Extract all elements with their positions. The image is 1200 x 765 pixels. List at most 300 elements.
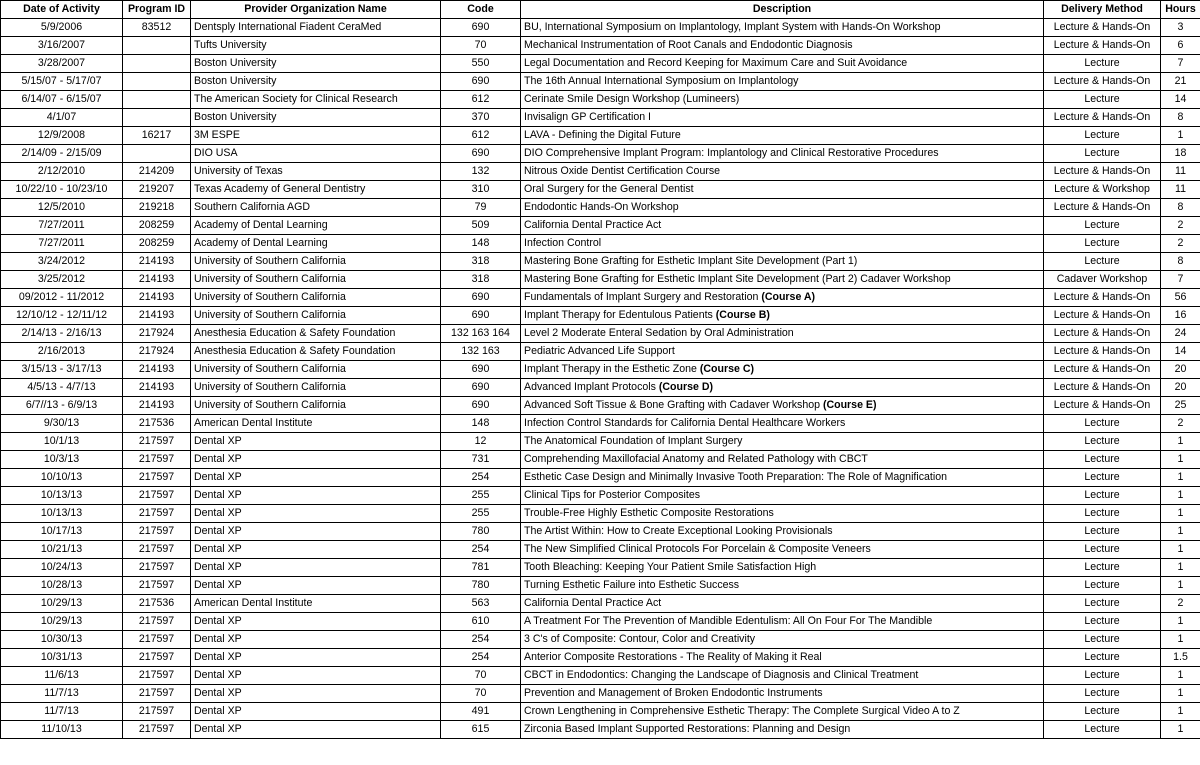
hours-cell: 1 [1161,127,1200,145]
description-cell [521,181,1044,199]
program-id-cell: 217924 [123,343,191,361]
date-cell: 2/14/09 - 2/15/09 [1,145,123,163]
code-cell: 70 [441,37,521,55]
delivery-method-cell: Lecture [1044,541,1161,559]
program-id-cell: 214193 [123,379,191,397]
program-id-cell: 214209 [123,163,191,181]
program-id-cell: 214193 [123,271,191,289]
description-cell [521,145,1044,163]
description-cell [521,289,1044,307]
description-text: Anterior Composite Restorations - The Reality of Making it Real [524,651,822,663]
provider-cell: University of Southern California [191,271,441,289]
delivery-method-cell: Lecture & Hands-On [1044,307,1161,325]
provider-cell: Dental XP [191,559,441,577]
description-text: Tooth Bleaching: Keeping Your Patient Smile Satisfaction High [524,561,817,573]
delivery-method-cell: Lecture [1044,523,1161,541]
provider-cell: Texas Academy of General Dentistry [191,181,441,199]
table-row [1,271,1200,289]
header-row [1,1,1200,19]
hours-cell: 11 [1161,163,1200,181]
program-id-cell [123,109,191,127]
table-row [1,433,1200,451]
program-id-cell: 217597 [123,559,191,577]
delivery-method-cell: Lecture [1044,55,1161,73]
date-cell: 3/25/2012 [1,271,123,289]
table-row [1,541,1200,559]
table-row [1,163,1200,181]
provider-cell: DIO USA [191,145,441,163]
hours-cell: 1 [1161,541,1200,559]
description-text: Advanced Implant Protocols [524,381,659,393]
program-id-cell: 217597 [123,487,191,505]
code-cell: 731 [441,451,521,469]
code-cell: 550 [441,55,521,73]
delivery-method-cell: Lecture & Hands-On [1044,199,1161,217]
provider-cell: Dental XP [191,721,441,739]
description-cell [521,271,1044,289]
code-cell: 318 [441,253,521,271]
code-cell: 254 [441,649,521,667]
date-cell: 3/15/13 - 3/17/13 [1,361,123,379]
hours-cell: 56 [1161,289,1200,307]
table-row [1,523,1200,541]
table-row [1,577,1200,595]
code-cell: 70 [441,685,521,703]
date-cell: 10/29/13 [1,595,123,613]
hours-cell: 1.5 [1161,649,1200,667]
provider-cell: Dental XP [191,703,441,721]
description-text: Mastering Bone Grafting for Esthetic Implant Site Development (Part 1) [524,255,858,267]
description-text: Prevention and Management of Broken Endodontic Instruments [524,687,823,699]
delivery-method-cell: Lecture [1044,127,1161,145]
description-text: Cerinate Smile Design Workshop (Lumineers) [524,93,740,105]
date-cell: 11/7/13 [1,685,123,703]
program-id-cell: 83512 [123,19,191,37]
hours-cell: 1 [1161,505,1200,523]
delivery-method-cell: Lecture [1044,217,1161,235]
hours-cell: 3 [1161,19,1200,37]
date-cell: 2/12/2010 [1,163,123,181]
program-id-cell: 217597 [123,721,191,739]
description-text: Endodontic Hands-On Workshop [524,201,679,213]
provider-cell: University of Southern California [191,307,441,325]
hours-cell: 1 [1161,667,1200,685]
delivery-method-cell: Lecture [1044,559,1161,577]
hours-cell: 1 [1161,685,1200,703]
date-cell: 10/22/10 - 10/23/10 [1,181,123,199]
description-cell [521,433,1044,451]
description-cell [521,325,1044,343]
description-text: Oral Surgery for the General Dentist [524,183,694,195]
hours-cell: 2 [1161,595,1200,613]
date-cell: 3/16/2007 [1,37,123,55]
delivery-method-cell: Lecture [1044,595,1161,613]
hours-cell: 6 [1161,37,1200,55]
hours-cell: 1 [1161,577,1200,595]
table-row [1,253,1200,271]
table-row [1,325,1200,343]
provider-cell: Dental XP [191,433,441,451]
code-cell: 690 [441,289,521,307]
description-cell [521,415,1044,433]
table-row [1,127,1200,145]
program-id-cell [123,55,191,73]
delivery-method-cell: Cadaver Workshop [1044,271,1161,289]
provider-cell: University of Southern California [191,253,441,271]
description-cell [521,91,1044,109]
code-cell: 148 [441,415,521,433]
description-cell [521,667,1044,685]
delivery-method-cell: Lecture [1044,631,1161,649]
description-text: Esthetic Case Design and Minimally Invasive Tooth Preparation: The Role of Magnification [524,471,947,483]
hours-cell: 2 [1161,217,1200,235]
description-cell [521,235,1044,253]
provider-cell: The American Society for Clinical Research [191,91,441,109]
provider-cell: University of Southern California [191,361,441,379]
program-id-cell: 217597 [123,433,191,451]
description-cell [521,577,1044,595]
provider-cell: Dental XP [191,487,441,505]
description-text: The Anatomical Foundation of Implant Surgery [524,435,743,447]
table-row [1,559,1200,577]
delivery-method-cell: Lecture [1044,577,1161,595]
provider-cell: Dental XP [191,613,441,631]
description-text: 3 C's of Composite: Contour, Color and Creativity [524,633,756,645]
program-id-cell: 217597 [123,577,191,595]
delivery-method-cell: Lecture & Hands-On [1044,397,1161,415]
hours-cell: 1 [1161,433,1200,451]
code-cell: 318 [441,271,521,289]
delivery-method-cell: Lecture & Hands-On [1044,343,1161,361]
program-id-cell: 217597 [123,469,191,487]
delivery-method-cell: Lecture & Hands-On [1044,19,1161,37]
hours-cell: 20 [1161,361,1200,379]
program-id-cell: 217536 [123,595,191,613]
description-cell [521,109,1044,127]
date-cell: 7/27/2011 [1,235,123,253]
code-cell: 491 [441,703,521,721]
column-header-provider: Provider Organization Name [191,1,441,19]
table-row [1,217,1200,235]
hours-cell: 1 [1161,523,1200,541]
description-text: Crown Lengthening in Comprehensive Esthetic Therapy: The Complete Surgical Video A to Z [524,705,960,717]
table-row [1,73,1200,91]
provider-cell: Dental XP [191,541,441,559]
provider-cell: 3M ESPE [191,127,441,145]
date-cell: 09/2012 - 11/2012 [1,289,123,307]
date-cell: 10/1/13 [1,433,123,451]
description-cell [521,703,1044,721]
description-cell [521,631,1044,649]
table-row [1,199,1200,217]
date-cell: 11/7/13 [1,703,123,721]
hours-cell: 1 [1161,631,1200,649]
column-header-description: Description [521,1,1044,19]
date-cell: 12/5/2010 [1,199,123,217]
delivery-method-cell: Lecture & Hands-On [1044,379,1161,397]
description-cell [521,721,1044,739]
description-text: Mastering Bone Grafting for Esthetic Implant Site Development (Part 2) Cadaver Workshop [524,273,951,285]
hours-cell: 25 [1161,397,1200,415]
date-cell: 10/13/13 [1,505,123,523]
provider-cell: University of Southern California [191,397,441,415]
code-cell: 690 [441,379,521,397]
provider-cell: Southern California AGD [191,199,441,217]
description-text: LAVA - Defining the Digital Future [524,129,681,141]
program-id-cell: 217597 [123,613,191,631]
description-cell [521,199,1044,217]
program-id-cell: 214193 [123,307,191,325]
hours-cell: 18 [1161,145,1200,163]
code-cell: 132 163 [441,343,521,361]
provider-cell: Dental XP [191,505,441,523]
description-text: The New Simplified Clinical Protocols For Porcelain & Composite Veneers [524,543,871,555]
delivery-method-cell: Lecture [1044,433,1161,451]
program-id-cell: 214193 [123,253,191,271]
date-cell: 10/10/13 [1,469,123,487]
provider-cell: Anesthesia Education & Safety Foundation [191,343,441,361]
program-id-cell: 217597 [123,703,191,721]
delivery-method-cell: Lecture [1044,145,1161,163]
date-cell: 3/28/2007 [1,55,123,73]
delivery-method-cell: Lecture [1044,469,1161,487]
date-cell: 12/9/2008 [1,127,123,145]
table-row [1,235,1200,253]
delivery-method-cell: Lecture [1044,613,1161,631]
code-cell: 610 [441,613,521,631]
description-cell [521,451,1044,469]
code-cell: 612 [441,91,521,109]
description-cell [521,217,1044,235]
code-cell: 254 [441,469,521,487]
date-cell: 11/6/13 [1,667,123,685]
code-cell: 690 [441,397,521,415]
program-id-cell: 219218 [123,199,191,217]
description-cell [521,19,1044,37]
description-text: The Artist Within: How to Create Exceptional Looking Provisionals [524,525,833,537]
course-tag: (Course B) [715,309,770,321]
date-cell: 5/15/07 - 5/17/07 [1,73,123,91]
code-cell: 370 [441,109,521,127]
provider-cell: Boston University [191,109,441,127]
code-cell: 70 [441,667,521,685]
provider-cell: Dental XP [191,631,441,649]
delivery-method-cell: Lecture [1044,667,1161,685]
description-text: Advanced Soft Tissue & Bone Grafting with Cadaver Workshop [524,399,823,411]
provider-cell: Dentsply International Fiadent CeraMed [191,19,441,37]
hours-cell: 1 [1161,613,1200,631]
program-id-cell: 217924 [123,325,191,343]
code-cell: 254 [441,541,521,559]
description-cell [521,595,1044,613]
table-row [1,649,1200,667]
description-cell [521,487,1044,505]
column-header-code: Code [441,1,521,19]
description-text: Mechanical Instrumentation of Root Canals and Endodontic Diagnosis [524,39,853,51]
description-cell [521,469,1044,487]
description-cell [521,37,1044,55]
description-cell [521,505,1044,523]
description-cell [521,685,1044,703]
provider-cell: Boston University [191,55,441,73]
date-cell: 9/30/13 [1,415,123,433]
code-cell: 255 [441,487,521,505]
delivery-method-cell: Lecture & Hands-On [1044,325,1161,343]
program-id-cell [123,91,191,109]
date-cell: 6/14/07 - 6/15/07 [1,91,123,109]
provider-cell: Dental XP [191,685,441,703]
table-body [1,19,1200,739]
description-cell [521,613,1044,631]
date-cell: 3/24/2012 [1,253,123,271]
table-row [1,595,1200,613]
program-id-cell: 208259 [123,217,191,235]
table-row [1,397,1200,415]
description-cell [521,379,1044,397]
program-id-cell: 214193 [123,289,191,307]
hours-cell: 1 [1161,559,1200,577]
date-cell: 10/21/13 [1,541,123,559]
description-text: Nitrous Oxide Dentist Certification Course [524,165,721,177]
delivery-method-cell: Lecture [1044,685,1161,703]
program-id-cell: 217597 [123,649,191,667]
provider-cell: Academy of Dental Learning [191,217,441,235]
description-text: BU, International Symposium on Implantology, Implant System with Hands-On Workshop [524,21,941,33]
code-cell: 690 [441,361,521,379]
delivery-method-cell: Lecture [1044,487,1161,505]
table-row [1,181,1200,199]
description-cell [521,649,1044,667]
hours-cell: 2 [1161,415,1200,433]
date-cell: 6/7//13 - 6/9/13 [1,397,123,415]
program-id-cell: 217597 [123,667,191,685]
delivery-method-cell: Lecture [1044,235,1161,253]
description-text: The 16th Annual International Symposium on Implantology [524,75,799,87]
program-id-cell: 217597 [123,451,191,469]
description-text: Pediatric Advanced Life Support [524,345,675,357]
description-text: Comprehending Maxillofacial Anatomy and Related Pathology with CBCT [524,453,868,465]
description-cell [521,163,1044,181]
hours-cell: 7 [1161,55,1200,73]
description-text: Legal Documentation and Record Keeping for Maximum Care and Suit Avoidance [524,57,908,69]
column-header-hours: Hours [1161,1,1200,19]
table-row [1,613,1200,631]
column-header-date: Date of Activity [1,1,123,19]
course-tag: (Course A) [761,291,816,303]
provider-cell: Dental XP [191,469,441,487]
date-cell: 2/14/13 - 2/16/13 [1,325,123,343]
code-cell: 132 163 164 [441,325,521,343]
date-cell: 5/9/2006 [1,19,123,37]
provider-cell: Dental XP [191,649,441,667]
program-id-cell: 217597 [123,685,191,703]
program-id-cell: 208259 [123,235,191,253]
delivery-method-cell: Lecture & Hands-On [1044,109,1161,127]
program-id-cell: 217597 [123,523,191,541]
date-cell: 4/1/07 [1,109,123,127]
table-row [1,631,1200,649]
table-row [1,505,1200,523]
description-text: Fundamentals of Implant Surgery and Restoration [524,291,762,303]
code-cell: 310 [441,181,521,199]
delivery-method-cell: Lecture [1044,253,1161,271]
delivery-method-cell: Lecture & Hands-On [1044,289,1161,307]
description-text: Invisalign GP Certification I [524,111,651,123]
delivery-method-cell: Lecture [1044,721,1161,739]
provider-cell: University of Texas [191,163,441,181]
delivery-method-cell: Lecture [1044,703,1161,721]
description-cell [521,541,1044,559]
provider-cell: Anesthesia Education & Safety Foundation [191,325,441,343]
date-cell: 11/10/13 [1,721,123,739]
table-row [1,55,1200,73]
description-text: Infection Control [524,237,602,249]
date-cell: 10/28/13 [1,577,123,595]
column-header-delivery-method: Delivery Method [1044,1,1161,19]
date-cell: 10/30/13 [1,631,123,649]
delivery-method-cell: Lecture [1044,649,1161,667]
program-id-cell: 217597 [123,631,191,649]
code-cell: 509 [441,217,521,235]
code-cell: 255 [441,505,521,523]
date-cell: 7/27/2011 [1,217,123,235]
program-id-cell: 214193 [123,361,191,379]
table-row [1,343,1200,361]
hours-cell: 16 [1161,307,1200,325]
hours-cell: 8 [1161,199,1200,217]
delivery-method-cell: Lecture & Hands-On [1044,37,1161,55]
table-row [1,451,1200,469]
table-row [1,685,1200,703]
provider-cell: Tufts University [191,37,441,55]
provider-cell: Dental XP [191,667,441,685]
code-cell: 615 [441,721,521,739]
description-cell [521,397,1044,415]
table-row [1,109,1200,127]
delivery-method-cell: Lecture & Workshop [1044,181,1161,199]
program-id-cell [123,145,191,163]
hours-cell: 1 [1161,703,1200,721]
program-id-cell: 219207 [123,181,191,199]
description-text: Infection Control Standards for California Dental Healthcare Workers [524,417,846,429]
hours-cell: 21 [1161,73,1200,91]
description-text: California Dental Practice Act [524,597,662,609]
delivery-method-cell: Lecture & Hands-On [1044,163,1161,181]
table-row [1,289,1200,307]
program-id-cell: 217597 [123,505,191,523]
delivery-method-cell: Lecture & Hands-On [1044,361,1161,379]
provider-cell: Dental XP [191,451,441,469]
table-row [1,91,1200,109]
program-id-cell: 214193 [123,397,191,415]
provider-cell: American Dental Institute [191,595,441,613]
description-text: CBCT in Endodontics: Changing the Landscape of Diagnosis and Clinical Treatment [524,669,919,681]
date-cell: 10/31/13 [1,649,123,667]
program-id-cell [123,73,191,91]
table-row [1,37,1200,55]
provider-cell: Academy of Dental Learning [191,235,441,253]
hours-cell: 20 [1161,379,1200,397]
table-row [1,415,1200,433]
code-cell: 563 [441,595,521,613]
code-cell: 690 [441,307,521,325]
hours-cell: 14 [1161,91,1200,109]
table-row [1,667,1200,685]
provider-cell: Dental XP [191,523,441,541]
code-cell: 690 [441,145,521,163]
code-cell: 79 [441,199,521,217]
provider-cell: University of Southern California [191,289,441,307]
